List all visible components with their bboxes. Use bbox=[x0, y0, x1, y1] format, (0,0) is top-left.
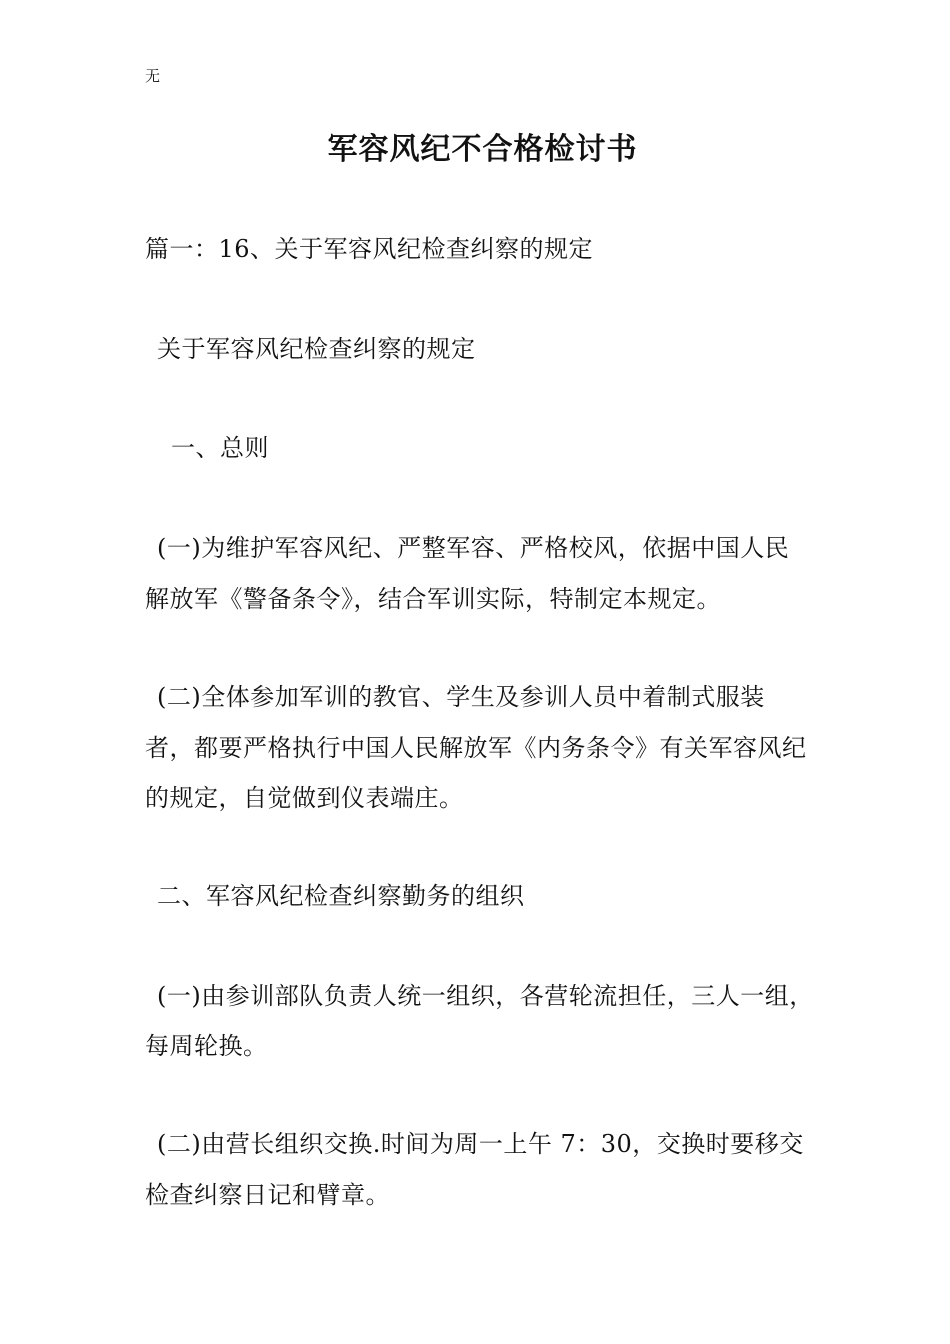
paragraph-line: (一)为维护军容风纪、严整军容、严格校风，依据中国人民 bbox=[157, 534, 790, 562]
paragraph-line: 者，都要严格执行中国人民解放军《内务条令》有关军容风纪 bbox=[145, 734, 807, 762]
paragraph-line: (一)由参训部队负责人统一组织，各营轮流担任，三人一组， bbox=[157, 982, 814, 1010]
header-mark: 无 bbox=[145, 67, 161, 85]
paragraph-line: 检查纠察日记和臂章。 bbox=[145, 1181, 390, 1209]
section-heading: 篇一：16、关于军容风纪检查纠察的规定 bbox=[145, 235, 594, 263]
paragraph-line: (二)由营长组织交换.时间为周一上午 7：30，交换时要移交 bbox=[157, 1130, 804, 1158]
paragraph-line: 的规定，自觉做到仪表端庄。 bbox=[145, 784, 464, 812]
paragraph-line: 解放军《警备条令》，结合军训实际，特制定本规定。 bbox=[145, 585, 721, 613]
paragraph-line: 每周轮换。 bbox=[145, 1032, 268, 1060]
part1-heading: 一、总则 bbox=[171, 434, 269, 462]
document-subtitle: 关于军容风纪检查纠察的规定 bbox=[157, 335, 476, 363]
paragraph-line: (二)全体参加军训的教官、学生及参训人员中着制式服装 bbox=[157, 683, 765, 711]
document-title: 军容风纪不合格检讨书 bbox=[327, 132, 638, 167]
part2-heading: 二、军容风纪检查纠察勤务的组织 bbox=[157, 882, 525, 910]
